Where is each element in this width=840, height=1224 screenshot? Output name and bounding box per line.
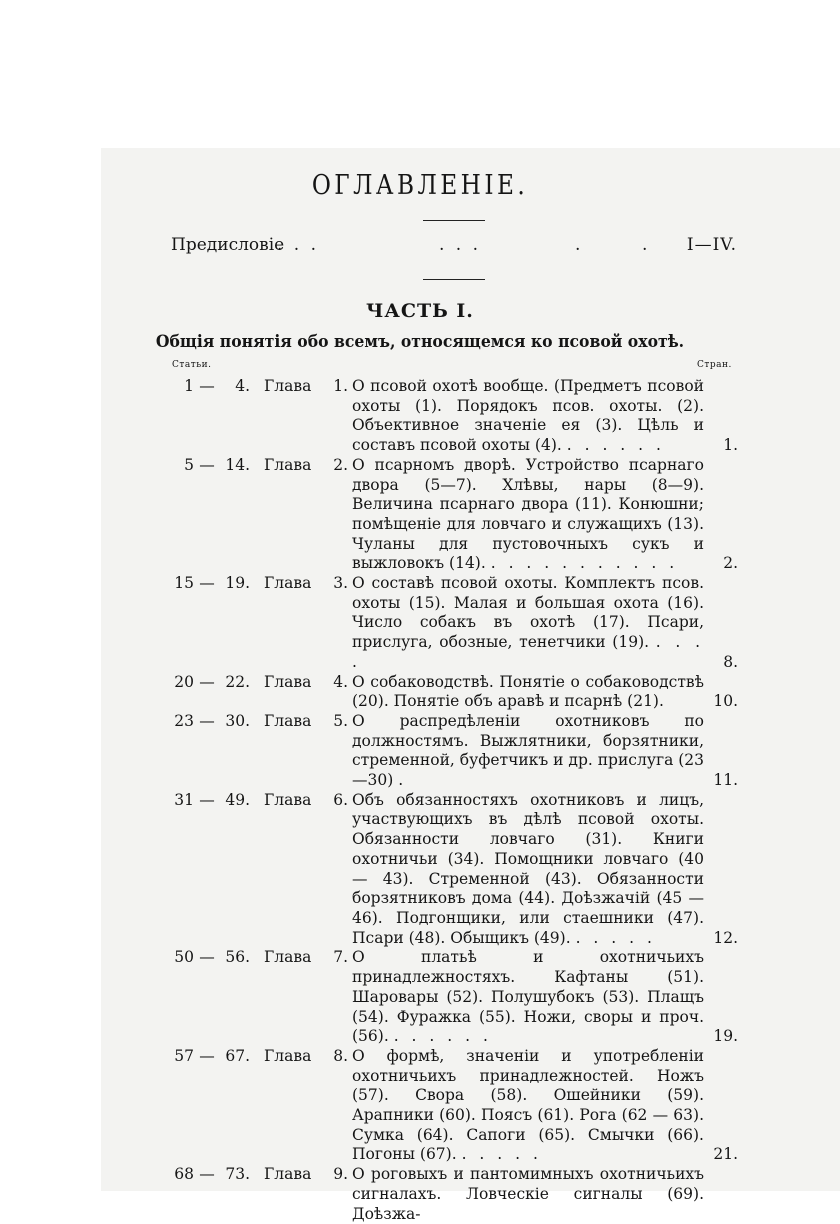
chapter-text: О составѣ псовой охоты. Комплектъ псов. охоты (15). Малая и большая охота (16). Число собакъ въ охотѣ (17). Псари, прислуга, обозные, тенетчики (19). . . . . [352, 574, 704, 671]
dot-leader: . [398, 771, 408, 790]
contents-list [168, 377, 740, 1224]
chapter-label: Глава [264, 574, 312, 593]
chapter-text: О псарномъ дворѣ. Устройство псарнаго двора (5—7). Хлѣвы, нары (8—9). Величина псарнаго двора (11). Конюшни; помѣщеніе для ловчаго и служащихъ (13). Чуланы для пустовочныхъ сукъ и выжловокъ (14). . . . . . . . . . . . [352, 455, 704, 573]
preface-divider [423, 279, 485, 280]
article-range: 15 — 19. [174, 574, 250, 593]
article-range: 5 — 14. [184, 455, 250, 474]
chapter-label: Глава [264, 948, 312, 967]
dot-leader: . . . [277, 235, 320, 255]
dot-leader: . . . . . [461, 1145, 542, 1164]
chapter-label: Глава [264, 672, 312, 691]
page-number: 21. [713, 1145, 738, 1164]
dot-leader: . . . . . . [393, 1027, 492, 1046]
chapter-label: Глава [264, 1046, 312, 1065]
page-number: 2. [723, 554, 738, 573]
chapter-text: Объ обязанностяхъ охотниковъ и лицъ, участвующихъ въ дѣлѣ псовой охоты. Обязанности ловчаго (31). Книги охотничьи (34). Помощники ловчаго (40 — 43). Стременной (43). Обязанности борзятниковъ дома (44). Доѣзжачій (45 — 46). Подгонщики, или стаешники (47). Псари (48). Обыщикъ (49). . . . . . [352, 790, 704, 947]
dot-leader: . . . . . [575, 928, 656, 947]
contents-entry[interactable] [168, 1047, 740, 1165]
chapter-label: Глава [264, 790, 312, 809]
chapter-number: 9. [333, 1165, 348, 1184]
chapter-number: 4. [333, 672, 348, 691]
column-header-pages: Стран. [697, 360, 732, 370]
contents-entry[interactable] [168, 791, 740, 949]
chapter-number: 6. [333, 790, 348, 809]
page-number: 1. [723, 436, 738, 455]
contents-entry[interactable] [168, 948, 740, 1047]
preface-label: Предисловіе [171, 235, 285, 255]
chapter-text: О псовой охотѣ вообще. (Предметъ псовой охоты (1). Порядокъ псов. охоты. (2). Объективное значеніе ея (3). Цѣль и составъ псовой охоты (4). . . . . . . [352, 377, 704, 455]
article-range: 1 — 4. [184, 377, 250, 395]
article-range: 20 — 22. [174, 672, 250, 691]
contents-entry[interactable] [168, 1165, 740, 1224]
article-range: 23 — 30. [174, 711, 250, 730]
dot-leader: . [575, 235, 581, 255]
contents-entry[interactable] [168, 673, 740, 712]
page-number: 8. [723, 652, 738, 671]
preface-pages: I—IV. [686, 235, 737, 255]
chapter-text: О собаководствѣ. Понятіе о собаководствѣ (20). Понятіе объ аравѣ и псарнѣ (21). [352, 672, 704, 711]
chapter-text: О платьѣ и охотничьихъ принадлежностяхъ. Кафтаны (51). Шаровары (52). Полушубокъ (53). Плащъ (54). Фуражка (55). Ножи, своры и проч. (56). . . . . . . [352, 948, 704, 1046]
chapter-number: 5. [333, 711, 348, 730]
chapter-text: О распредѣленіи охотниковъ по должностямъ. Выжлятники, борзятники, стременной, буфетчикъ и др. прислуга (23—30) . [352, 711, 705, 790]
chapter-label: Глава [264, 1165, 312, 1184]
chapter-text: О роговыхъ и пантомимныхъ охотничьихъ сигналахъ. Ловческіе сигналы (69). Доѣзжа- [352, 1165, 704, 1223]
chapter-number: 8. [333, 1046, 348, 1065]
page-number: 12. [713, 928, 738, 947]
dot-leader: . . . [439, 235, 482, 255]
chapter-number: 3. [333, 574, 348, 593]
dot-leader: . . . . . . [566, 436, 665, 455]
chapter-text: О формѣ, значеніи и употребленіи охотничьихъ принадлежностей. Ножъ (57). Свора (58). Ошейники (59). Арапники (60). Поясъ (61). Рога (62 — 63). Сумка (64). Сапоги (65). Смычки (66). Погоны (67). . . . . . [352, 1046, 704, 1164]
chapter-label: Глава [264, 377, 312, 395]
page-number: 11. [713, 771, 738, 790]
dot-leader: . [642, 235, 648, 255]
dot-leader: . . . . [352, 633, 704, 671]
page-number: 19. [713, 1027, 738, 1046]
chapter-label: Глава [264, 711, 312, 730]
column-header-articles: Статьи. [172, 360, 212, 370]
contents-entry[interactable] [168, 456, 740, 574]
title-divider [423, 220, 485, 221]
chapter-number: 7. [333, 948, 348, 967]
part-heading: ЧАСТЬ I. [366, 300, 474, 322]
article-range: 31 — 49. [174, 790, 250, 809]
article-range: 50 — 56. [174, 948, 250, 967]
article-range: 57 — 67. [174, 1046, 250, 1065]
chapter-number: 1. [333, 377, 348, 395]
contents-entry[interactable] [168, 574, 740, 673]
preface-line[interactable] [171, 235, 737, 261]
part-subtitle: Общія понятія обо всемъ, относящемся ко псовой охотѣ. [155, 332, 685, 352]
page-title: ОГЛАВЛЕНІЕ. [311, 170, 529, 201]
chapter-number: 2. [333, 455, 348, 474]
contents-entry[interactable] [168, 377, 740, 456]
page-number: 10. [713, 692, 738, 711]
chapter-label: Глава [264, 455, 312, 474]
dot-leader: . . . . . . . . . . . [490, 554, 679, 573]
contents-entry[interactable] [168, 712, 740, 791]
article-range: 68 — 73. [174, 1165, 250, 1184]
